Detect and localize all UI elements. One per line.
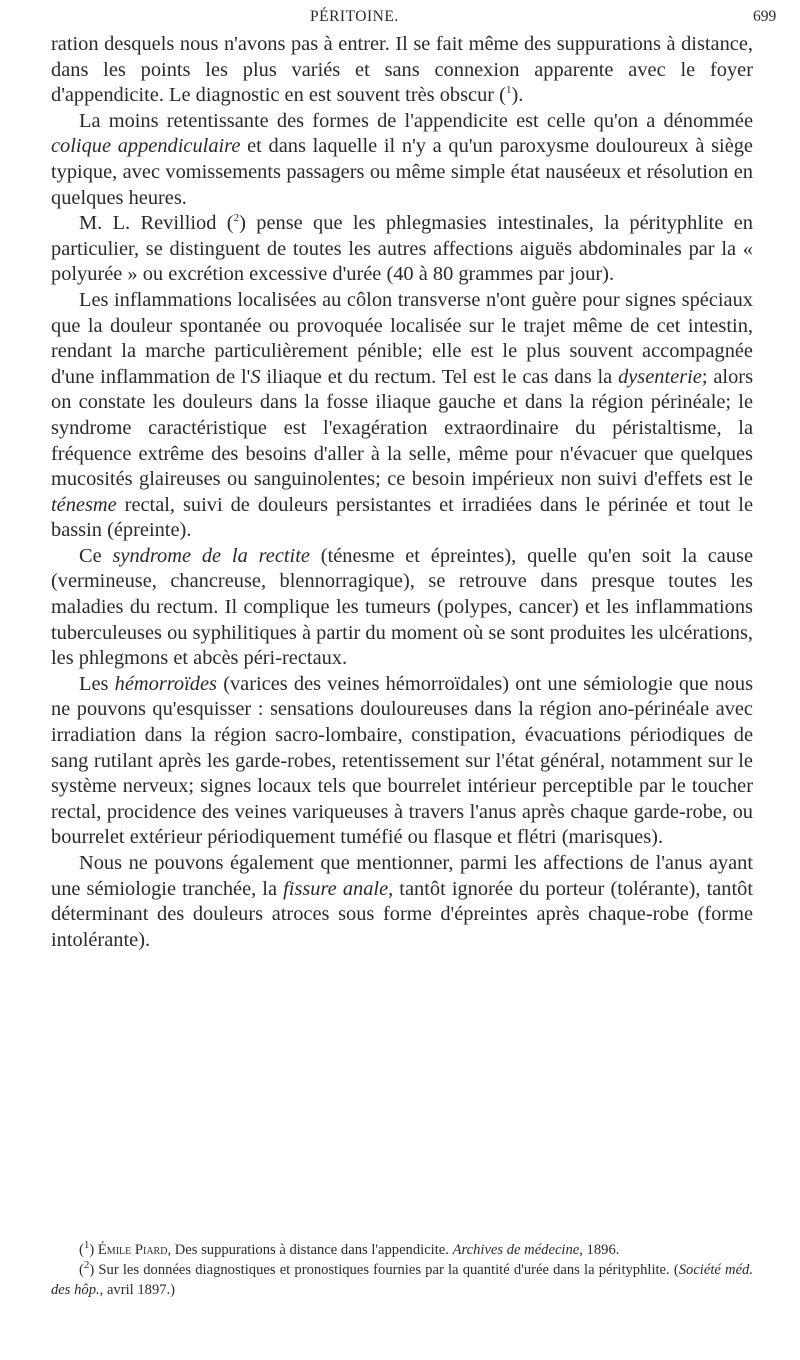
text-run: ) pense que les phlegmasies intestinales, la pérityphlite en particulier, se distinguent de toutes les autres affections aiguës abdominales par la « polyurée » ou excrétion excessive d'urée (40 à 80 grammes par jour). <box>51 212 753 286</box>
text-run: ) <box>89 1242 98 1258</box>
running-head: PÉRITOINE. <box>310 8 399 25</box>
text-run: Les inflammations localisées au côlon transverse n'ont guère pour signes spéciaux que la douleur spontanée ou provoquée localisée sur le trajet même de cet intestin, rendant la marche particulièrement pénible; elle est le plus souvent accompagnée d'une inflammation de l' <box>51 288 753 388</box>
text-run: Les <box>79 672 115 695</box>
footnote-2 <box>51 1260 753 1300</box>
text-run: Nous ne pouvons également que mentionner, parmi les affections de l'anus ayant une sémiologie tranchée, la <box>51 852 753 900</box>
paragraph-hemorroides <box>51 672 753 851</box>
footnote-ref: 2 <box>83 1259 90 1272</box>
paragraph-syndrome-rectite <box>51 544 753 672</box>
paragraph-fissure-anale <box>51 851 753 953</box>
paragraph-revilliod <box>51 211 753 288</box>
body-text <box>51 32 753 953</box>
text-run: (varices des veines hémorroïdales) ont une sémiologie que nous ne pouvons qu'esquisser : sensations douloureuses dans la région ano-périnéale avec irradiation dans la région sacro-lombaire, constipation, évacuations périodiques de sang rutilant après les garde-robes, retentissement sur l'état général, notamment sur le système nerveux; signes locaux tels que bourrelet intérieur perceptible par le toucher rectal, procidence des veines variqueuses à travers l'anus après chaque garde-robe, ou bourrelet extérieur périodiquement tuméfié ou flasque et flétri (marisques). <box>51 672 753 849</box>
text-run: ). <box>511 84 524 107</box>
footnote-ref: 1 <box>505 84 512 97</box>
page-number: 699 <box>753 8 777 25</box>
footnote-ref: 1 <box>83 1239 90 1252</box>
text-run: iliaque et du rectum. Tel est le cas dans la <box>260 365 619 388</box>
italic-term: dysenterie <box>618 365 702 388</box>
text-run: ) Sur les données diagnostiques et pronostiques fournies par la quantité d'urée dans la pérityphlite. ( <box>89 1262 679 1278</box>
italic-term: S <box>250 365 261 388</box>
italic-term: Société méd. des hôp. <box>51 1262 753 1298</box>
paragraph-continuation <box>51 32 753 109</box>
text-run: La moins retentissante des formes de l'appendicite est celle qu'on a dénommée <box>79 109 753 132</box>
italic-term: colique appendiculaire <box>51 135 241 158</box>
text-run: ( <box>79 1262 84 1278</box>
italic-term: fissure anale <box>283 877 389 900</box>
text-run: , 1896. <box>579 1242 620 1258</box>
paragraph-colique-appendiculaire <box>51 109 753 211</box>
text-run: (ténesme et épreintes), quelle qu'en soit la cause (vermineuse, chancreuse, blennorragique), se retrouve dans presque toutes les maladies du rectum. Il complique les tumeurs (polypes, cancer) et les inflammations tuberculeuses ou syphilitiques à partir du moment où se sont produites les ulcérations, les phlegmons et abcès péri-rectaux. <box>51 544 754 670</box>
paragraph-colon-transverse <box>51 288 753 544</box>
footnote-ref: 2 <box>233 212 240 225</box>
text-run: et dans laquelle il n'y a qu'un paroxysme douloureux à siège typique, avec vomissements passagers ou même simple état nauséeux et résolution en quelques heures. <box>51 135 753 209</box>
text-run: ; alors on constate les douleurs dans la fosse iliaque gauche et dans la région périnéale; le syndrome caractéristique est l'exagération extraordinaire du péristaltisme, la fréquence extrême des besoins d'aller à la selle, même pour n'évacuer que quelques mucosités glaireuses ou sanguinolentes; ce besoin impérieux non suivi d'effets est le <box>51 365 754 491</box>
text-run: ration desquels nous n'avons pas à entrer. Il se fait même des suppurations à distance, dans les points les plus variés et sans connexion apparente avec le foyer d'appendicite. Le diagnostic en est souvent très obscur ( <box>51 33 753 107</box>
text-run: M. L. Revilliod ( <box>79 212 234 235</box>
text-run: Ce <box>79 544 113 567</box>
footnotes <box>51 1240 753 1300</box>
text-run: , Des suppurations à distance dans l'appendicite. <box>167 1242 453 1258</box>
text-run: , avril 1897.) <box>99 1282 176 1298</box>
text-run: , tantôt ignorée du porteur (tolérante), tantôt déterminant des douleurs atroces sous forme d'épreintes après chaque-robe (forme intolérante). <box>51 877 753 951</box>
author-name: Émile Piard <box>97 1242 168 1258</box>
italic-term: Archives de médecine <box>452 1242 580 1258</box>
italic-term: hémorroïdes <box>114 672 217 695</box>
text-run: rectal, suivi de douleurs persistantes et irradiées dans le périnée et tout le bassin (épreinte). <box>51 493 753 542</box>
footnote-1 <box>51 1240 753 1260</box>
italic-term: ténesme <box>51 493 117 516</box>
italic-term: syndrome de la rectite <box>112 544 310 567</box>
text-run: ( <box>79 1242 84 1258</box>
